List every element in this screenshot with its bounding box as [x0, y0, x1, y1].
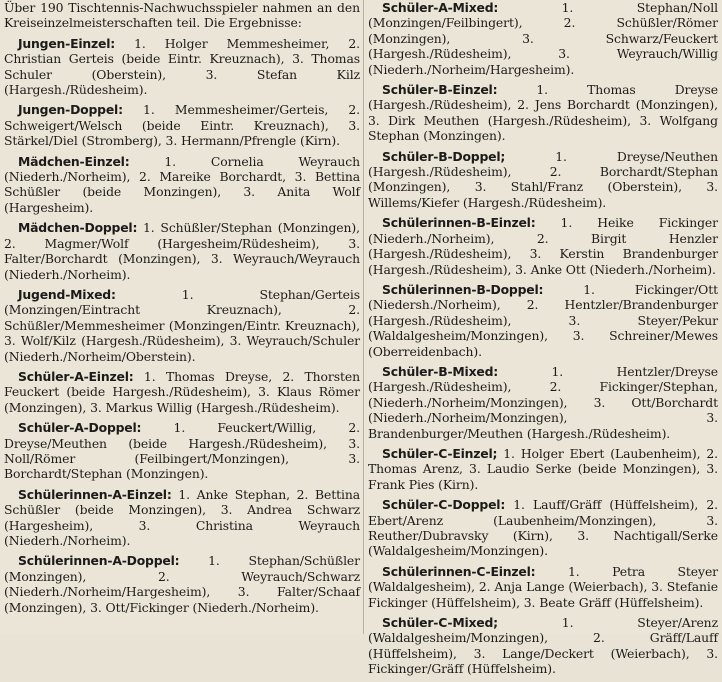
result-block — [368, 446, 718, 492]
category-results: 1. Schüßler/Stephan (Monzingen), 2. Magmer/Wolf (Hargesheim/Rüdesheim), 3. Falter/Borchardt (Monzingen), 3. Weyrauch/Weyrauch (Niederh./Norheim). — [4, 220, 360, 282]
result-block — [4, 420, 360, 482]
category-results: 1. Petra Steyer (Waldalgesheim), 2. Anja Lange (Weierbach), 3. Stefanie Fickinger (Hüffelsheim), 3. Beate Gräff (Hüffelsheim). — [368, 563, 718, 610]
category-results: 1. Fickinger/Ott (Niedersh./Norheim), 2. Hentzler/Brandenburger (Hargesh./Rüdesheim), 3. Steyer/Pekur (Waldalgesheim/Monzingen), 3. Schreiner/Mewes (Oberreidenbach). — [368, 281, 718, 359]
result-block — [4, 369, 360, 415]
category-title: Schülerinnen-B-Doppel: — [382, 281, 544, 297]
category-title: Schüler-C-Doppel: — [382, 497, 506, 513]
result-block — [4, 487, 360, 549]
category-results: 1. Hentzler/Dreyse (Hargesh./Rüdesheim), 2. Fickinger/Stephan, (Niederh./Norheim/Monzingen), 3. Ott/Borchardt (Niederh./Norheim/Monzingen), 3. Brandenburger/Meuthen (Hargesh./Rüdesheim). — [368, 363, 718, 441]
category-title: Schüler-A-Mixed: — [382, 0, 499, 15]
category-title: Schüler-B-Doppel; — [382, 148, 506, 164]
right-column — [368, 0, 718, 682]
category-results: 1. Heike Fickinger (Niederh./Norheim), 2. Birgit Henzler (Hargesh./Rüdesheim), 3. Kerstin Brandenburger (Hargesh./Rüdesheim), 3. Anke Ott (Niederh./Norheim). — [368, 215, 718, 277]
category-results: 1. Steyer/Arenz (Waldalgesheim/Monzingen), 2. Gräff/Lauff (Hüffelsheim), 3. Lange/Deckert (Weierbach), 3. Fickinger/Gräff (Hüffelsheim). — [368, 615, 718, 677]
category-results: 1. Cornelia Weyrauch (Niederh./Norheim), 2. Mareike Borchardt, 3. Bettina Schüßler (beide Monzingen), 3. Anita Wolf (Hargesheim). — [4, 153, 360, 215]
category-title: Jugend-Mixed: — [18, 286, 116, 302]
result-block — [4, 154, 360, 216]
result-block — [368, 564, 718, 610]
category-title: Schüler-C-Einzel; — [382, 445, 498, 461]
category-results: 1. Thomas Dreyse (Hargesh./Rüdesheim), 2. Jens Borchardt (Monzingen), 3. Dirk Meuthen (Hargesh./Rüdesheim), 3. Wolfgang Stephan (Monzingen). — [368, 82, 718, 144]
category-title: Schülerinnen-C-Einzel: — [382, 563, 536, 579]
result-block — [4, 553, 360, 615]
category-results: 1. Stephan/Noll (Monzingen/Feilbingert), 2. Schüßler/Römer (Monzingen), 3. Schwarz/Feuckert (Hargesh./Rüdesheim), 3. Weyrauch/Willig (Niederh./Norheim/Hargesheim). — [368, 0, 718, 77]
result-block — [4, 102, 360, 148]
result-block — [4, 287, 360, 364]
category-title: Schüler-A-Einzel: — [18, 368, 134, 384]
intro-paragraph: Über 190 Tischtennis-Nachwuchsspieler nahmen an den Kreiseinzelmeisterschaften teil. Die Ergebnisse: — [4, 0, 360, 31]
result-block — [368, 282, 718, 359]
result-block — [368, 215, 718, 277]
category-results: 1. Feuckert/Willig, 2. Dreyse/Meuthen (beide Hargesh./Rüdesheim), 3. Noll/Römer (Feilbingert/Monzingen), 3. Borchardt/Stephan (Monzingen). — [4, 420, 360, 482]
category-results: 1. Holger Ebert (Laubenheim), 2. Thomas Arenz, 3. Laudio Serke (beide Monzingen), 3. Frank Pies (Kirn). — [368, 445, 718, 492]
category-title: Mädchen-Einzel: — [18, 153, 130, 169]
category-title: Schüler-A-Doppel: — [18, 420, 142, 436]
result-block — [368, 0, 718, 77]
category-results: 1. Anke Stephan, 2. Bettina Schüßler (beide Monzingen), 3. Andrea Schwarz (Hargesheim), 3. Christina Weyrauch (Niederh./Norheim). — [4, 486, 360, 548]
category-title: Jungen-Doppel: — [18, 102, 123, 118]
category-title: Jungen-Einzel: — [18, 35, 116, 51]
result-block — [368, 497, 718, 559]
result-block — [4, 36, 360, 98]
category-title: Schülerinnen-A-Doppel: — [18, 553, 180, 569]
category-results: 1. Stephan/Schüßler (Monzingen), 2. Weyrauch/Schwarz (Niederh./Norheim/Hargesheim), 3. Falter/Schaaf (Monzingen), 3. Ott/Fickinger (Niederh./Norheim). — [4, 553, 360, 615]
left-column — [4, 0, 360, 620]
category-title: Schülerinnen-A-Einzel: — [18, 486, 172, 502]
result-block — [368, 149, 718, 211]
category-title: Mädchen-Doppel: — [18, 220, 138, 236]
category-title: Schüler-B-Mixed: — [382, 363, 498, 379]
category-results: 1. Stephan/Gerteis (Monzingen/Eintracht Kreuznach), 2. Schüßler/Memmesheimer (Monzingen/Eintr. Kreuznach), 3. Wolf/Kilz (Hargesh./Rüdesheim), 3. Weyrauch/Schuler (Niederh./Norheim/Oberstein). — [4, 286, 360, 364]
column-divider — [363, 0, 364, 634]
category-results: 1. Dreyse/Neuthen (Hargesh./Rüdesheim), 2. Borchardt/Stephan (Monzingen), 3. Stahl/Franz (Oberstein), 3. Willems/Kiefer (Hargesh./Rüdesheim). — [368, 148, 718, 210]
category-results: 1. Thomas Dreyse, 2. Thorsten Feuckert (beide Hargesh./Rüdesheim), 3. Klaus Römer (Monzingen), 3. Markus Willig (Hargesh./Rüdesheim). — [4, 368, 360, 415]
result-block — [368, 615, 718, 677]
result-block — [368, 364, 718, 441]
category-results: 1. Memmesheimer/Gerteis, 2. Schweigert/Welsch (beide Eintr. Kreuznach), 3. Stärkel/Diel (Stromberg), 3. Hermann/Pfrengle (Kirn). — [4, 102, 360, 149]
category-title: Schüler-B-Einzel: — [382, 82, 498, 98]
category-title: Schüler-C-Mixed; — [382, 615, 498, 631]
category-results: 1. Lauff/Gräff (Hüffelsheim), 2. Ebert/Arenz (Laubenheim/Monzingen), 3. Reuther/Dubravsky (Kirn), 3. Nachtigall/Serke (Waldalgesheim/Monzingen). — [368, 497, 718, 559]
result-block — [368, 82, 718, 144]
category-results: 1. Holger Memmesheimer, 2. Christian Gerteis (beide Eintr. Kreuznach), 3. Thomas Schuler (Oberstein), 3. Stefan Kilz (Hargesh./Rüdesheim). — [4, 35, 360, 98]
category-title: Schülerinnen-B-Einzel: — [382, 215, 536, 231]
result-block — [4, 220, 360, 282]
